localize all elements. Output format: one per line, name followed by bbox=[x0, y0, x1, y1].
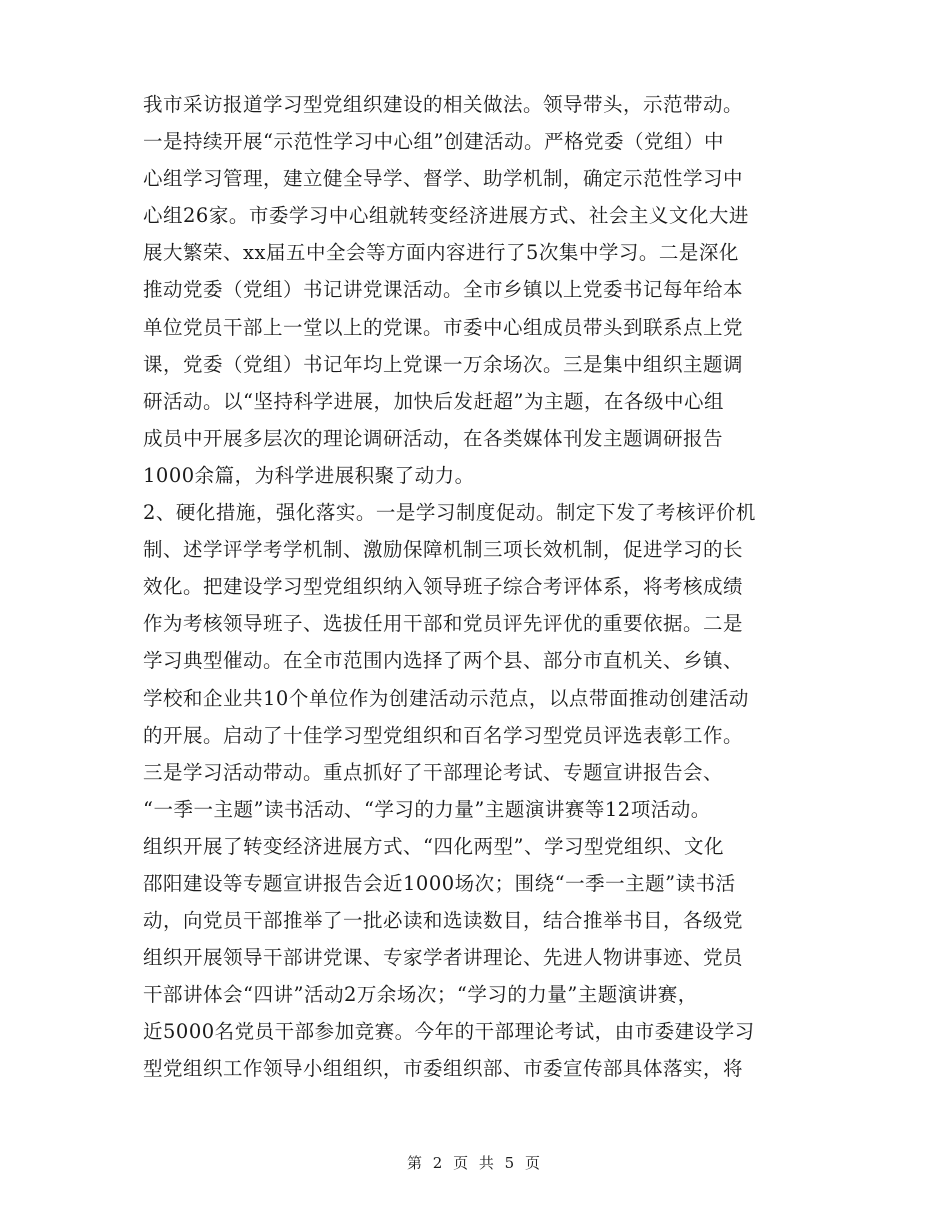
text-line: 学习典型催动。在全市范围内选择了两个县、部分市直机关、乡镇、 bbox=[143, 649, 744, 673]
text-line: 2、硬化措施，强化落实。一是学习制度促动。制定下发了考核评价机 bbox=[143, 501, 756, 525]
text-line: 组织开展了转变经济进展方式、“四化两型”、学习型党组织、文化 bbox=[143, 834, 724, 858]
text-line: 三是学习活动带动。重点抓好了干部理论考试、专题宣讲报告会、 bbox=[143, 760, 724, 784]
text-line: “一季一主题”读书活动、“学习的力量”主题演讲赛等12项活动。 bbox=[143, 797, 711, 821]
text-line: 心组26家。市委学习中心组就转变经济进展方式、社会主义文化大进 bbox=[143, 204, 749, 228]
text-line: 推动党委（党组）书记讲党课活动。全市乡镇以上党委书记每年给本 bbox=[143, 278, 744, 302]
text-line: 型党组织工作领导小组组织，市委组织部、市委宣传部具体落实，将 bbox=[143, 1057, 744, 1081]
text-line: 效化。把建设学习型党组织纳入领导班子综合考评体系，将考核成绩 bbox=[143, 575, 744, 599]
text-line: 学校和企业共10个单位作为创建活动示范点，以点带面推动创建活动 bbox=[143, 686, 749, 710]
text-line: 课，党委（党组）书记年均上党课一万余场次。三是集中组织主题调 bbox=[143, 352, 744, 376]
text-line: 动，向党员干部推举了一批必读和选读数目，结合推举书目，各级党 bbox=[143, 909, 744, 933]
text-line: 组织开展领导干部讲党课、专家学者讲理论、先进人物讲事迹、党员 bbox=[143, 946, 744, 970]
text-line: 展大繁荣、xx届五中全会等方面内容进行了5次集中学习。二是深化 bbox=[143, 241, 739, 265]
text-line: 干部讲体会“四讲”活动2万余场次；“学习的力量”主题演讲赛， bbox=[143, 983, 698, 1007]
text-line: 邵阳建设等专题宣讲报告会近1000场次；围绕“一季一主题”读书活 bbox=[143, 871, 736, 895]
text-line: 近5000名党员干部参加竞赛。今年的干部理论考试，由市委建设学习 bbox=[143, 1020, 755, 1044]
text-line: 单位党员干部上一堂以上的党课。市委中心组成员带头到联系点上党 bbox=[143, 315, 744, 339]
text-line: 的开展。启动了十佳学习型党组织和百名学习型党员评选表彰工作。 bbox=[143, 723, 744, 747]
body-text bbox=[143, 86, 823, 1088]
text-line: 研活动。以“坚持科学进展，加快后发赶超”为主题，在各级中心组 bbox=[143, 389, 724, 413]
text-line: 制、述学评学考学机制、激励保障机制三项长效机制，促进学习的长 bbox=[143, 538, 744, 562]
text-line: 一是持续开展“示范性学习中心组”创建活动。严格党委（党组）中 bbox=[143, 130, 724, 154]
text-line: 1000余篇，为科学进展积聚了动力。 bbox=[143, 463, 475, 487]
text-line: 成员中开展多层次的理论调研活动，在各类媒体刊发主题调研报告 bbox=[143, 426, 724, 450]
text-line: 作为考核领导班子、选拔任用干部和党员评先评优的重要依据。二是 bbox=[143, 612, 744, 636]
text-line: 我市采访报道学习型党组织建设的相关做法。领导带头，示范带动。 bbox=[143, 93, 744, 116]
page-number-footer: 第 2 页 共 5 页 bbox=[407, 1154, 543, 1172]
text-line: 心组学习管理，建立健全导学、督学、助学机制，确定示范性学习中 bbox=[143, 167, 744, 191]
